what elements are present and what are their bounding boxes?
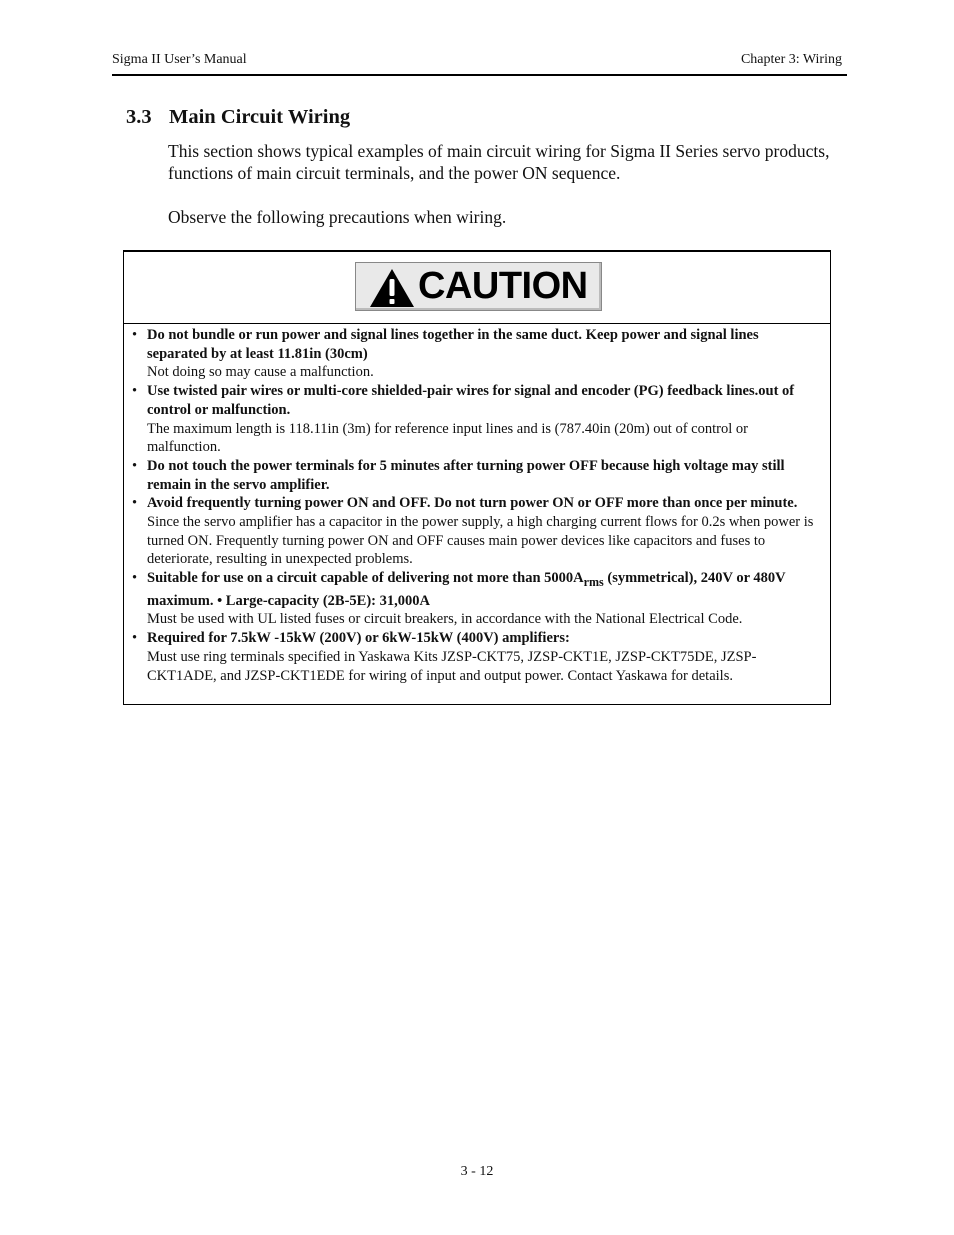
item-detail: Must be used with UL listed fuses or circuit breakers, in accordance with the National Electrical Code. — [147, 611, 743, 628]
item-detail: Not doing so may cause a malfunction. — [147, 364, 374, 381]
bullet: • — [132, 630, 138, 647]
chapter-title: Chapter 3: Wiring — [740, 52, 842, 67]
rms-subscript: rms — [583, 575, 604, 590]
item-warning: Required for 7.5kW -15kW (200V) or 6kW-15kW (400V) amplifiers: — [147, 630, 570, 647]
section-number: 3.3 — [126, 106, 152, 128]
observe-paragraph: Observe the following precautions when wiring. — [168, 207, 507, 227]
bullet: • — [132, 570, 138, 587]
bullet: • — [132, 327, 138, 343]
item-detail: The maximum length is 118.11in (3m) for reference input lines and is (787.40in (20m) out of control or malfunction. — [147, 420, 748, 456]
item-warning: Do not touch the power terminals for 5 minutes after turning power OFF because high voltage may still remain in the servo amplifier. — [147, 457, 785, 493]
item-warning: Do not bundle or run power and signal lines together in the same duct. Keep power and signal lines separated by at least 11.81in (30cm) — [147, 327, 759, 362]
section-title: Main Circuit Wiring — [169, 106, 351, 128]
item-warning — [147, 569, 820, 610]
caution-badge — [355, 262, 602, 311]
caution-list — [124, 324, 830, 685]
page-number: 3 - 12 — [460, 1164, 494, 1179]
list-item — [124, 382, 820, 457]
rating-text: Suitable for use on a circuit capable of delivering not more than 5000A — [147, 570, 584, 587]
intro-paragraph: This section shows typical examples of main circuit wiring for Sigma II Series servo products, functions of main circuit terminals, and the power ON sequence. — [168, 141, 830, 183]
section-intro — [168, 140, 838, 250]
list-item — [124, 494, 820, 569]
warning-triangle-icon — [368, 267, 416, 309]
rating-text-cont: (symmetrical), 240V or 480V maximum. • Large-capacity (2B-5E): 31,000A — [147, 570, 786, 609]
item-warning: Use twisted pair wires or multi-core shielded-pair wires for signal and encoder (PG) feedback lines.out of control or malfunction. — [147, 383, 795, 418]
bullet: • — [132, 495, 138, 512]
bullet: • — [132, 383, 138, 400]
caution-label: CAUTION — [418, 265, 588, 307]
list-item — [124, 457, 820, 494]
list-item — [124, 629, 820, 685]
item-detail: Must use ring terminals specified in Yaskawa Kits JZSP-CKT75, JZSP-CKT1E, JZSP-CKT75DE, JZSP-CKT1ADE, and JZSP-CKT1EDE for wiring of input and output power. Contact Yaskawa for details. — [147, 648, 757, 684]
item-warning: Avoid frequently turning power ON and OFF. Do not turn power ON or OFF more than once per minute. — [147, 495, 798, 512]
manual-title: Sigma II User’s Manual — [112, 52, 247, 67]
section-heading — [126, 106, 350, 129]
list-item — [124, 326, 820, 382]
item-detail: Since the servo amplifier has a capacitor in the power supply, a high charging current flows for 0.2s when power is turned ON. Frequently turning power ON and OFF causes main power devices like capacitors and fuses to deteriorate, resulting in unexpected problems. — [147, 514, 814, 568]
bullet: • — [132, 457, 138, 474]
page-header — [112, 52, 847, 76]
list-item — [124, 569, 820, 629]
caution-box — [123, 250, 831, 705]
caution-header — [124, 252, 830, 324]
